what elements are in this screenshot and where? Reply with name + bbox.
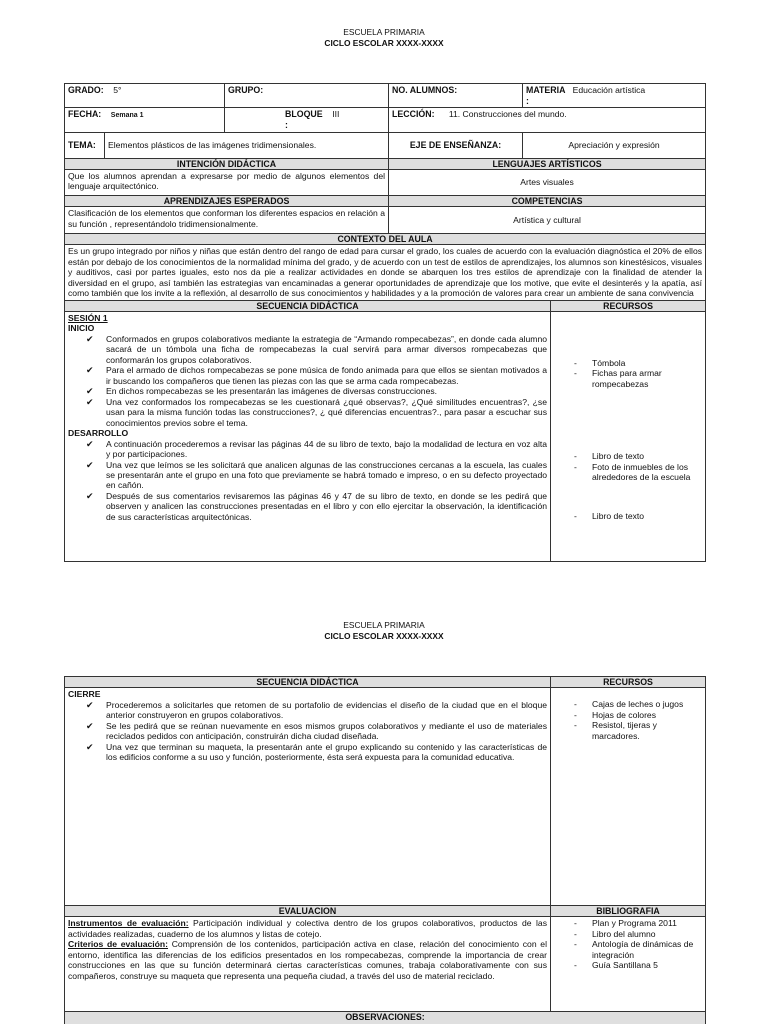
recursos-title: RECURSOS [551, 300, 706, 311]
check-icon: ✔ [86, 333, 94, 344]
cierre-label: CIERRE [68, 689, 101, 700]
list-item: - Libro del alumno [574, 928, 656, 939]
bibliografia-list [554, 918, 702, 970]
leccion-cell [389, 108, 706, 132]
recursos-cierre-body [551, 688, 706, 906]
cierre-body [65, 688, 551, 906]
list-item: ✔ Una vez que leímos se les solicitará que analicen algunas de las construcciones cercanas a la escuela, las cuales se presentarán ante el grupo en una foto que previamente se habrá tomado e impreso, o en su defecto proyectado en cañón. [86, 459, 548, 491]
recursos-inicio-list [554, 358, 702, 389]
tema-label-cell [65, 132, 105, 158]
list-item: ✔ Una vez conformados los rompecabezas se les cuestionará ¿qué observas?, ¿Qué similitudes encuentras?, ¿se usan para la misma función todas las construcciones?, ¿ qué diferencias encuentras?., para pasar a escuchar sus conocimientos previos sobre el tema. [86, 396, 548, 428]
list-item: - Fichas para armar rompecabezas [574, 368, 662, 389]
competencias-text: Artística y cultural [389, 207, 706, 234]
contexto-title: CONTEXTO DEL AULA [65, 234, 706, 245]
check-icon: ✔ [86, 720, 94, 731]
leccion-label: LECCIÓN: [392, 109, 435, 120]
inicio-list [68, 334, 547, 428]
bibliografia-title: BIBLIOGRAFIA [551, 906, 706, 917]
session-title: SESIÓN 1 [68, 312, 108, 323]
bloque-cell [225, 108, 389, 132]
page1-header [0, 27, 768, 48]
fecha-cell [65, 108, 225, 132]
alumnos-cell [389, 84, 523, 108]
school-name: ESCUELA PRIMARIA [343, 620, 425, 630]
tema-value: Elementos plásticos de las imágenes tridimensionales. [105, 132, 389, 158]
materia-cell [523, 84, 706, 108]
check-icon: ✔ [86, 386, 94, 397]
recursos-cierre-list [554, 699, 702, 741]
lenguajes-text: Artes visuales [389, 169, 706, 195]
check-icon: ✔ [86, 741, 94, 752]
bloque-colon: : [285, 120, 288, 131]
list-item: ✔ En dichos rompecabezas se les presentarán las imágenes de diversas construcciones. [86, 386, 438, 397]
list-item: ✔ Para el armado de dichos rompecabezas se pone música de fondo animada para que ellos se sientan motivados a ir buscando los compañeros que tienen las piezas con las que se arma cada rompecabezas. [86, 365, 548, 386]
criterios-paragraph [68, 939, 547, 981]
criterios-text: Comprensión de los contenidos, participación activa en clase, relación del conocimiento con el entorno, identifica las diferencias de los edificios presentados en los rompecabezas, comprende la importancia de crear construcciones en las que su función determinará ciertas características comunes, trabaja colaborativamente con sus compañeros, construye su maqueta que representa una pequeña ciudad, a través del uso de material reciclado. [68, 939, 547, 981]
lenguajes-title: LENGUAJES ARTÍSTICOS [389, 158, 706, 169]
school-name: ESCUELA PRIMARIA [343, 27, 425, 37]
fecha-value: Semana 1 [110, 112, 144, 120]
list-item: - Resistol, tijeras y marcadores. [574, 720, 657, 741]
list-item: - Libro de texto [574, 451, 645, 462]
page2-header [0, 620, 768, 641]
criterios-label: Criterios de evaluación: [68, 939, 169, 950]
lesson-plan-table [64, 83, 706, 562]
recursos-body [551, 311, 706, 561]
grado-label: GRADO: [68, 85, 104, 95]
list-item: ✔ Conformados en grupos colaborativos mediante la estrategia de “Armando rompecabezas”, en donde cada alumno sacará de un tómbola una ficha de rompecabezas la cual servirá para armar diversos rompecabezas que conformarán los grupos colaborativos. [86, 333, 548, 365]
check-icon: ✔ [86, 365, 94, 376]
list-item: ✔ Procederemos a solicitarles que retomen de su portafolio de evidencias el diseño de la ciudad que en el bloque anterior construyeron en grupos colaborativos. [86, 699, 547, 721]
secuencia-title: SECUENCIA DIDÁCTICA [65, 300, 551, 311]
instrumentos-paragraph [68, 918, 547, 939]
grupo-cell [225, 84, 389, 108]
list-item: - Antología de dinámicas de integración [574, 939, 694, 960]
check-icon: ✔ [86, 396, 94, 407]
aprendizajes-text: Clasificación de los elementos que conforman los diferentes espacios en relación a su función , representándolo tridimensionalmente. [65, 207, 389, 234]
recursos-desarrollo-list [554, 451, 702, 482]
grado-value: 5° [113, 85, 122, 95]
secuencia-title-2: SECUENCIA DIDÁCTICA [65, 677, 551, 688]
contexto-text: Es un grupo integrado por niños y niñas que están dentro del rango de edad para cursar el grado, los cuales de acuerdo con la evaluación diagnóstica el 20% de ellos están por debajo de los conocimientos de la normalidad mínima del grado, y de acuerdo con un test de estilos de aprendizajes, los alumnos son kinestésicos, visuales y auditivos, casi por partes iguales, esto nos da pie a realizar actividades en donde se abarquen los tres estilos de aprendizaje con la finalidad de atender la diversidad en el grupo, así también las estrategias van encaminadas a generar oportunidades de aprendizaje que los motive, que evite el desinterés y la apatía, así como también que los invite a la reflexión, al desarrollo de sus conocimientos y habilidades y a la promoción de valores para crear un ambiente de sana convivencia [65, 245, 706, 300]
leccion-value: 11. Construcciones del mundo. [448, 109, 567, 120]
list-item: - Guía Santillana 5 [574, 960, 658, 971]
fecha-label: FECHA: [68, 109, 102, 120]
materia-colon: : [526, 95, 529, 106]
list-item: ✔ Se les pedirá que se reúnan nuevamente en esos mismos grupos colaborativos y mediante el uso de materiales reciclados pedidos con anticipación, construirán dicha ciudad diseñada. [86, 720, 547, 742]
evaluacion-body [65, 917, 551, 1012]
school-cycle: CICLO ESCOLAR XXXX-XXXX [324, 630, 444, 641]
evaluacion-title: EVALUACION [65, 906, 551, 917]
list-item: ✔ A continuación procederemos a revisar las páginas 44 de su libro de texto, bajo la modalidad de lectura en voz alta y por participaciones. [86, 438, 548, 460]
materia-label: MATERIA [526, 85, 566, 95]
bibliografia-body [551, 917, 706, 1012]
list-item: - Plan y Programa 2011 [574, 918, 677, 929]
list-item: ✔ Después de sus comentarios revisaremos las páginas 46 y 47 de su libro de texto, en donde se les pedirá que observen y analicen las construcciones presentadas en el libro y con ello ejercitar la observación, la identificación de sus características arquitectónicas. [86, 490, 548, 522]
check-icon: ✔ [86, 699, 94, 710]
observaciones-title: OBSERVACIONES: [65, 1012, 706, 1024]
school-cycle: CICLO ESCOLAR XXXX-XXXX [324, 37, 444, 48]
eje-value: Apreciación y expresión [523, 132, 706, 158]
intencion-text: Que los alumnos aprendan a expresarse por medio de algunos elementos del lenguaje arquitectónico. [65, 169, 389, 195]
list-item: - Hojas de colores [574, 709, 657, 720]
secuencia-body [65, 311, 551, 561]
tema-label: TEMA: [68, 140, 96, 151]
instrumentos-text: Participación individual y colectiva dentro de los grupos colaborativos, productos de las actividades realizadas, cuaderno de los alumnos y listas de cotejo. [68, 918, 547, 939]
list-item: ✔ Una vez que terminan su maqueta, la presentarán ante el grupo explicando su contenido y las características de los edificios conforme a su uso y función, posteriormente, ésta será expuesta para la comunidad educativa. [86, 741, 547, 763]
bloque-label: BLOQUE [285, 109, 323, 120]
recursos-desarrollo-list-2 [554, 511, 702, 521]
competencias-title: COMPETENCIAS [389, 195, 706, 206]
list-item: - Foto de inmuebles de los alrededores de la escuela [574, 461, 691, 483]
instrumentos-label: Instrumentos de evaluación: [68, 918, 189, 929]
check-icon: ✔ [86, 490, 94, 501]
desarrollo-list [68, 439, 547, 523]
recursos-title-2: RECURSOS [551, 677, 706, 688]
desarrollo-label: DESARROLLO [68, 428, 129, 439]
list-item: - Libro de texto [574, 510, 645, 521]
materia-value: Educación artística [572, 85, 646, 95]
lesson-plan-table-2 [64, 676, 706, 1024]
check-icon: ✔ [86, 438, 94, 449]
aprendizajes-title: APRENDIZAJES ESPERADOS [65, 195, 389, 206]
grado-cell [65, 84, 225, 108]
inicio-label: INICIO [68, 323, 95, 334]
grupo-label: GRUPO: [228, 85, 264, 95]
list-item: - Cajas de leches o jugos [574, 699, 684, 710]
alumnos-label: NO. ALUMNOS: [392, 85, 458, 95]
bloque-value: III [332, 109, 340, 120]
eje-label: EJE DE ENSEÑANZA: [389, 132, 523, 158]
intencion-title: INTENCIÓN DIDÁCTICA [65, 158, 389, 169]
list-item: - Tómbola [574, 357, 626, 368]
cierre-list [68, 700, 547, 763]
check-icon: ✔ [86, 459, 94, 470]
